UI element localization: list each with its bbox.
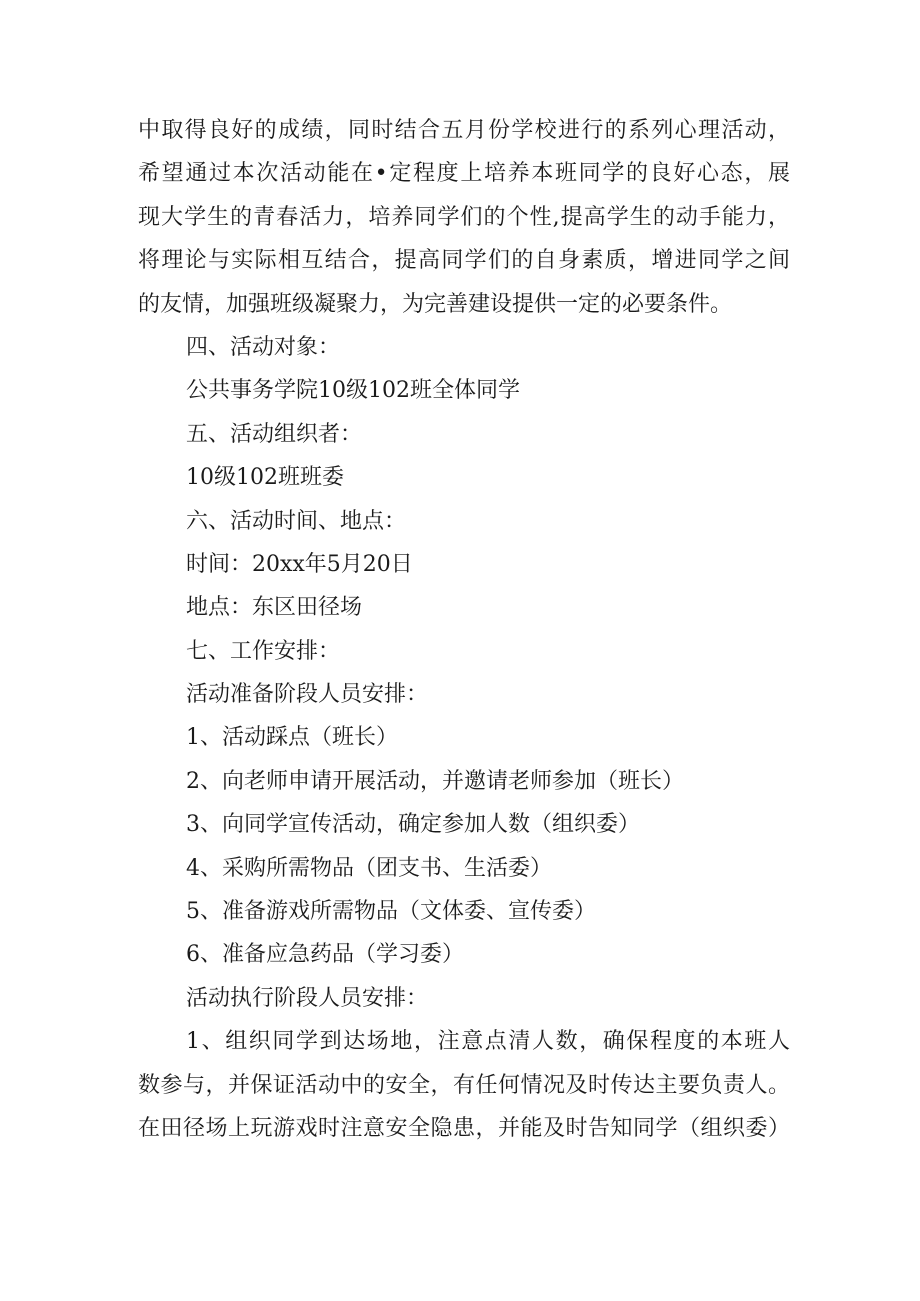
text-line: 七、工作安排： bbox=[186, 638, 341, 664]
text-line: 公共事务学院10级102班全体同学 bbox=[186, 378, 520, 404]
text-line: 2、向老师申请开展活动，并邀请老师参加（班长） bbox=[186, 768, 684, 794]
text-line: 希望通过本次活动能在•定程度上培养本班同学的良好心态，展 bbox=[138, 161, 790, 187]
text-line: 地点：东区田径场 bbox=[186, 595, 363, 621]
text-line: 4、采购所需物品（团支书、生活委） bbox=[186, 855, 552, 881]
text-line: 中取得良好的成绩，同时结合五月份学校进行的系列心理活动， bbox=[138, 118, 790, 143]
text-line: 现大学生的青春活力，培养同学们的个性,提高学生的动手能力， bbox=[138, 204, 790, 230]
text-line: 5、准备游戏所需物品（文体委、宣传委） bbox=[186, 899, 596, 925]
text-line: 活动执行阶段人员安排： bbox=[186, 985, 429, 1011]
document-body bbox=[138, 109, 790, 1150]
text-line: 将理论与实际相互结合，提高同学们的自身素质，增进同学之间 bbox=[138, 248, 790, 274]
text-line: 1、活动踩点（班长） bbox=[186, 725, 398, 751]
text-line: 四、活动对象： bbox=[186, 334, 341, 360]
text-line: 6、准备应急药品（学习委） bbox=[186, 942, 464, 968]
text-line: 的友情，加强班级凝聚力，为完善建设提供一定的必要条件。 bbox=[138, 291, 733, 317]
text-line: 时间：20xx年5月20日 bbox=[186, 551, 413, 577]
text-line: 在田径场上玩游戏时注意安全隐患，并能及时告知同学（组织委） bbox=[138, 1115, 790, 1141]
text-line: 六、活动时间、地点： bbox=[186, 508, 407, 534]
text-line: 活动准备阶段人员安排： bbox=[186, 682, 429, 708]
text-line: 3、向同学宣传活动，确定参加人数（组织委） bbox=[186, 812, 640, 838]
text-line: 1、组织同学到达场地，注意点清人数，确保程度的本班人 bbox=[186, 1029, 790, 1055]
text-line: 10级102班班委 bbox=[186, 465, 344, 491]
text-line: 数参与，并保证活动中的安全，有任何情况及时传达主要负责人。 bbox=[138, 1072, 790, 1098]
text-line: 五、活动组织者： bbox=[186, 421, 363, 447]
